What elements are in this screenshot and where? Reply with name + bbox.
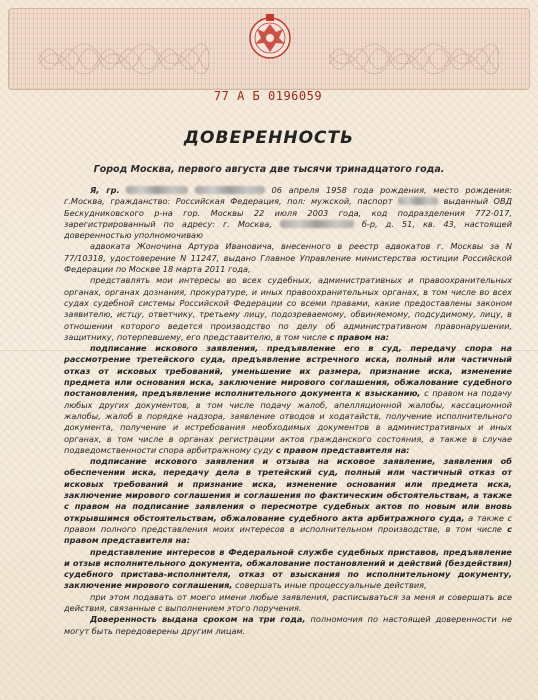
place-and-date: Город Москва, первого августа две тысячи тринадцатого года. — [93, 164, 445, 175]
redacted-name — [126, 186, 188, 194]
form-serial-number: 77 А Б 0196059 — [213, 89, 323, 103]
civil-powers-paragraph — [64, 343, 512, 456]
validity-paragraph — [64, 614, 512, 637]
no-delegation-clause: полномочия по настоящей доверенности не могут быть передоверены другим лицам. — [64, 614, 512, 636]
signing-powers-paragraph: при этом подавать от моего имени любые заявления, расписываться за меня и совершать все действия, связанные с выполнением этого поручения. — [64, 591, 512, 613]
principal-paragraph — [64, 185, 512, 241]
principal-intro: Я, гр. — [90, 185, 120, 195]
paper-fold-line — [0, 350, 538, 351]
powers-intro-text: представлять мои интересы во всех судебных, административных и правоохранительных органах, органах дознания, прокуратуре, и иных правоохранительных органах, в том числе во всех судах судебной системы Российской Федерации со всеми правами, какие предоставлены законом заявителю, истцу, ответчику, третьему лицу, подозреваемому, обвиняемому, подсудимому, лицу, в отношении которого ведется производство по делу об административном правонарушении, защитнику, потерпевшему, его представителю, в том числе — [64, 275, 512, 342]
powers-intro-bold: с правом на: — [329, 331, 390, 342]
document-title: ДОВЕРЕННОСТЬ — [183, 128, 355, 148]
procedural-actions-text: совершать иные процессуальные действия, — [235, 580, 427, 591]
enforcement-intro-bold: с правом представителя на: — [64, 523, 512, 546]
validity-term: Доверенность выдана сроком на три года, — [90, 614, 306, 625]
coat-of-arms-icon — [245, 10, 295, 64]
arbitration-powers-bold: с правом представителя на: — [275, 444, 410, 455]
guilloche-pattern-right — [329, 39, 499, 79]
document-body — [64, 185, 512, 637]
arbitration-powers-list: подписание искового заявления и отзыва на исковое заявление, заявления об обеспечении иска, передачу дела в третейский суд, полный или частичный отказ от исковых требований и признание иска, изменение основания или предмета иска, заключение мирового соглашения и соглашения по фактическим обстоятельствам, а также с правом на подписание заявления о пересмотре судебных актов по новым или вновь открывшимся обстоятельствам, обжалование судебного акта арбитражного суда, — [64, 456, 512, 523]
civil-powers-text: с правом на подачу любых других документов, в том числе подачу жалоб, апелляционной жалобы, кассационной жалобы, жалоб в порядке надзора, заявление отводов и ходатайств, получение исполнительного документа, получение и истребования необходимых документов в административных и иных органах, в том числе в органах регистрации актов гражданского состояния, а также в случае подведомственности спора арбитражному суду — [64, 388, 512, 455]
redacted-passport — [398, 197, 438, 205]
principal-birth-info: 06 апреля 1958 года рождения, место рождения: г.Москва, гражданство: Российская Федерация, пол: мужской, паспорт — [64, 185, 513, 207]
guilloche-pattern-left — [39, 39, 209, 79]
arbitration-powers-paragraph — [64, 456, 512, 546]
principal-passport-info: выданный ОВД Бескудниковского р-на гор. Москвы 22 июля 2003 года, код подразделения 772-017, зарегистрированный по адресу: г. Москва, — [64, 196, 512, 229]
enforcement-intro-text: а также с правом полного представления моих интересов в исполнительном производстве, в том числе — [64, 512, 512, 534]
enforcement-powers-bold: представление интересов в Федеральной службе судебных приставов, предъявление и отзыв исполнительного документа, обжалование постановлений и действий (бездействия) судебного пристава-исполнителя, отказ от взыскания по исполнительному документу, заключение мирового соглашения, — [64, 546, 512, 591]
enforcement-powers-paragraph — [64, 547, 512, 592]
principal-address-end: б-р, д. 51, кв. 43, настоящей доверенностью уполномочиваю — [64, 218, 513, 241]
civil-powers-bold: подписание искового заявления, предъявление его в суд, передачу спора на рассмотрение третейского суда, предъявление встречного иска, полный или частичный отказ от исковых требований, уменьшение их размера, признание иска, изменение предмета или основания иска, заключение мирового соглашения, обжалование судебного постановления, предъявление исполнительного документа к взысканию, — [64, 343, 512, 399]
attorney-paragraph: адвоката Жоночина Артура Ивановича, внесенного в реестр адвокатов г. Москвы за N 77/10318, удостоверение N 11247, выдано Главное Управление министерства юстиции Российской Федерации по Москве 18 марта 2011 года, — [64, 241, 512, 275]
powers-intro-paragraph — [64, 275, 512, 343]
redacted-address — [280, 220, 354, 228]
redacted-surname — [195, 186, 265, 194]
